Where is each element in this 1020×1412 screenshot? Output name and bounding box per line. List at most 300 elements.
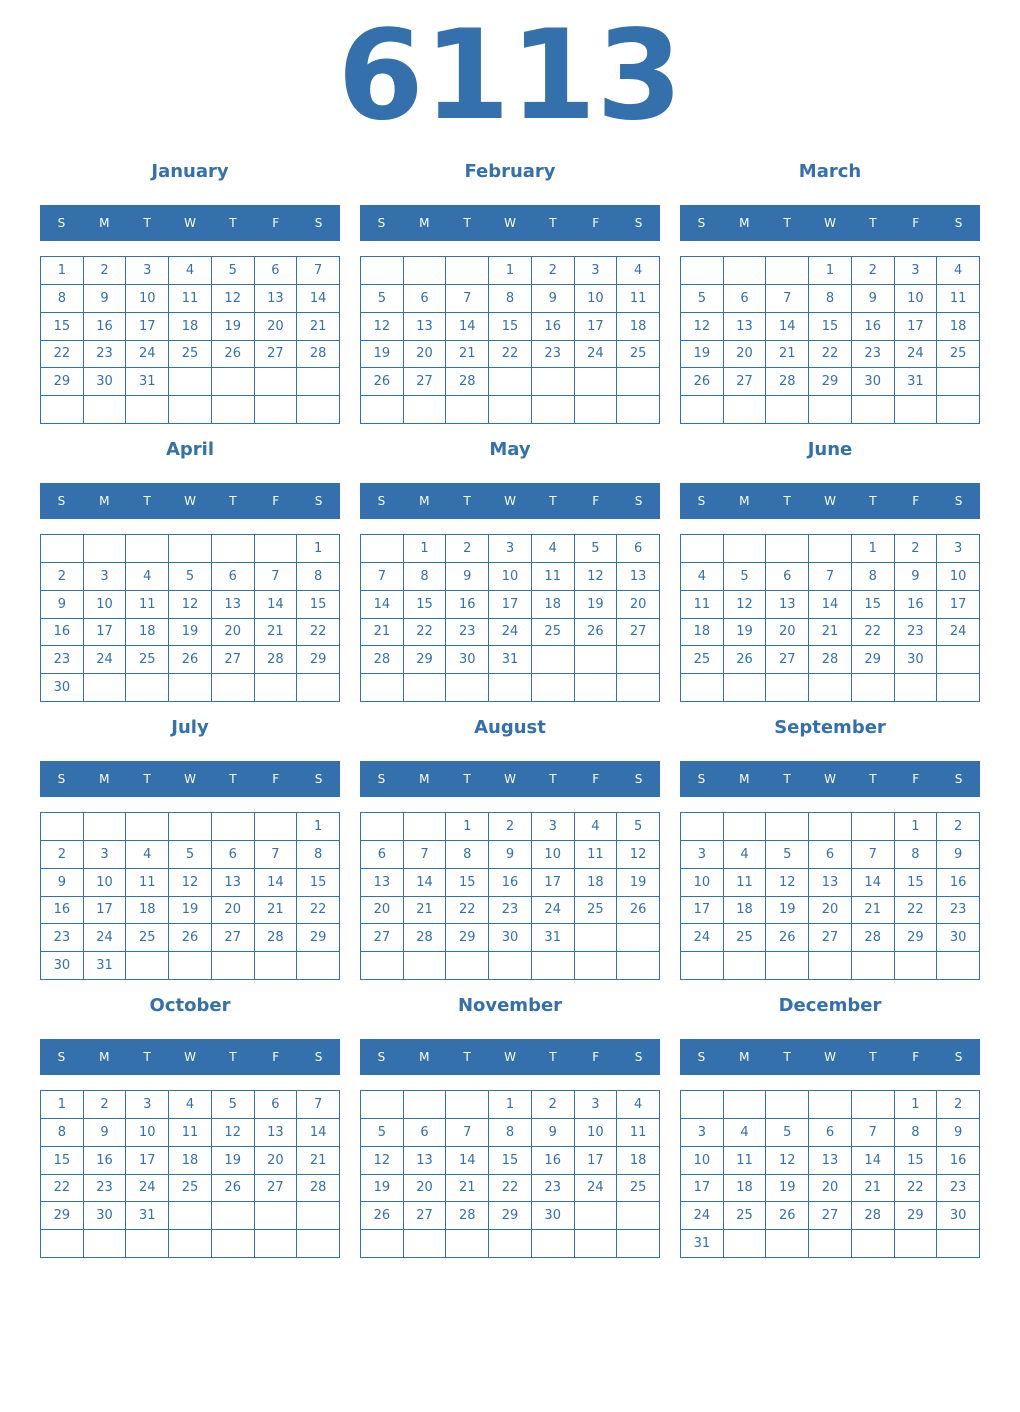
- day-cell: 15: [852, 591, 895, 619]
- day-cell: 31: [681, 1230, 724, 1258]
- day-cell: 5: [361, 285, 404, 313]
- day-cell: 6: [809, 841, 852, 869]
- day-cell: 20: [255, 1147, 298, 1175]
- day-grid: [360, 256, 660, 424]
- weekday-label: M: [99, 772, 110, 786]
- weekday-header: [680, 483, 980, 519]
- day-cell: 11: [724, 1147, 767, 1175]
- weekday-label: W: [824, 1050, 836, 1064]
- month-name: July: [171, 717, 209, 738]
- day-cell: 18: [532, 591, 575, 619]
- weekday-label: S: [57, 1050, 66, 1064]
- day-cell: 8: [41, 285, 84, 313]
- day-cell: 21: [446, 1175, 489, 1203]
- day-cell: 21: [297, 313, 340, 341]
- day-cell: 11: [724, 869, 767, 897]
- day-cell: 24: [84, 646, 127, 674]
- weekday-label: S: [314, 772, 323, 786]
- weekday-label: W: [184, 772, 196, 786]
- day-cell: 4: [724, 841, 767, 869]
- day-cell: 13: [404, 313, 447, 341]
- weekday-header: [360, 1039, 660, 1075]
- day-cell: 29: [809, 368, 852, 396]
- weekday-label: S: [57, 494, 66, 508]
- day-cell: 3: [84, 841, 127, 869]
- weekday-label: W: [184, 1050, 196, 1064]
- empty-day-cell: [532, 646, 575, 674]
- empty-day-cell: [169, 535, 212, 563]
- day-cell: 27: [212, 646, 255, 674]
- weekday-label: T: [869, 216, 877, 230]
- empty-day-cell: [724, 257, 767, 285]
- empty-day-cell: [169, 1202, 212, 1230]
- day-cell: 2: [852, 257, 895, 285]
- day-cell: 29: [446, 924, 489, 952]
- empty-day-cell: [724, 535, 767, 563]
- day-grid: [40, 534, 340, 702]
- empty-day-cell: [617, 1202, 660, 1230]
- empty-day-cell: [617, 396, 660, 424]
- empty-day-cell: [212, 674, 255, 702]
- day-grid: [680, 1090, 980, 1258]
- month-name: November: [457, 995, 563, 1016]
- day-cell: 9: [84, 1119, 127, 1147]
- day-cell: 6: [617, 535, 660, 563]
- day-cell: 5: [361, 1119, 404, 1147]
- day-cell: 30: [895, 646, 938, 674]
- weekday-label: T: [463, 494, 471, 508]
- weekday-label: S: [634, 494, 643, 508]
- empty-day-cell: [809, 535, 852, 563]
- day-cell: 10: [126, 285, 169, 313]
- empty-day-cell: [255, 368, 298, 396]
- weekday-label: S: [57, 772, 66, 786]
- empty-day-cell: [361, 1091, 404, 1119]
- weekday-label: T: [143, 772, 151, 786]
- day-cell: 23: [84, 1175, 127, 1203]
- day-cell: 12: [766, 1147, 809, 1175]
- day-grid: [360, 534, 660, 702]
- day-cell: 3: [575, 257, 618, 285]
- day-cell: 9: [446, 563, 489, 591]
- day-cell: 7: [852, 1119, 895, 1147]
- day-cell: 29: [404, 646, 447, 674]
- day-cell: 25: [575, 897, 618, 925]
- day-cell: 17: [575, 313, 618, 341]
- day-cell: 14: [809, 591, 852, 619]
- weekday-label: S: [697, 1050, 706, 1064]
- day-cell: 30: [84, 1202, 127, 1230]
- empty-day-cell: [212, 396, 255, 424]
- day-cell: 13: [809, 869, 852, 897]
- empty-day-cell: [446, 1230, 489, 1258]
- day-cell: 8: [489, 285, 532, 313]
- day-cell: 14: [255, 591, 298, 619]
- day-cell: 4: [126, 841, 169, 869]
- day-cell: 6: [766, 563, 809, 591]
- day-cell: 27: [809, 924, 852, 952]
- weekday-label: T: [229, 1050, 237, 1064]
- day-cell: 18: [126, 897, 169, 925]
- weekday-header: [680, 761, 980, 797]
- empty-day-cell: [361, 396, 404, 424]
- day-cell: 19: [766, 1175, 809, 1203]
- weekday-label: M: [419, 494, 430, 508]
- day-cell: 1: [489, 1091, 532, 1119]
- day-cell: 23: [852, 341, 895, 369]
- empty-day-cell: [937, 952, 980, 980]
- weekday-label: F: [272, 216, 280, 230]
- day-cell: 2: [895, 535, 938, 563]
- empty-day-cell: [532, 952, 575, 980]
- empty-day-cell: [489, 396, 532, 424]
- weekday-label: T: [143, 1050, 151, 1064]
- day-cell: 7: [255, 563, 298, 591]
- day-cell: 2: [41, 563, 84, 591]
- day-cell: 13: [212, 591, 255, 619]
- day-cell: 21: [809, 619, 852, 647]
- empty-day-cell: [575, 646, 618, 674]
- day-cell: 12: [617, 841, 660, 869]
- day-cell: 14: [852, 869, 895, 897]
- day-cell: 13: [255, 285, 298, 313]
- day-cell: 7: [446, 285, 489, 313]
- day-cell: 7: [361, 563, 404, 591]
- day-cell: 8: [852, 563, 895, 591]
- day-cell: 17: [489, 591, 532, 619]
- day-grid: [680, 534, 980, 702]
- day-cell: 2: [489, 813, 532, 841]
- day-cell: 23: [532, 341, 575, 369]
- day-cell: 26: [575, 619, 618, 647]
- day-cell: 25: [126, 924, 169, 952]
- day-cell: 14: [297, 1119, 340, 1147]
- weekday-label: T: [229, 494, 237, 508]
- day-cell: 12: [169, 591, 212, 619]
- empty-day-cell: [809, 813, 852, 841]
- day-cell: 4: [126, 563, 169, 591]
- weekday-label: T: [229, 772, 237, 786]
- day-cell: 24: [575, 1175, 618, 1203]
- day-cell: 23: [84, 341, 127, 369]
- day-cell: 16: [532, 313, 575, 341]
- day-cell: 27: [255, 1175, 298, 1203]
- weekday-label: S: [377, 494, 386, 508]
- day-cell: 11: [532, 563, 575, 591]
- day-cell: 22: [895, 1175, 938, 1203]
- month-name: October: [149, 995, 231, 1016]
- day-cell: 9: [532, 1119, 575, 1147]
- day-cell: 20: [361, 897, 404, 925]
- day-cell: 29: [895, 924, 938, 952]
- weekday-label: S: [377, 216, 386, 230]
- day-cell: 27: [404, 368, 447, 396]
- day-cell: 21: [852, 897, 895, 925]
- weekday-label: M: [739, 1050, 750, 1064]
- day-cell: 27: [212, 924, 255, 952]
- empty-day-cell: [446, 257, 489, 285]
- day-cell: 15: [297, 591, 340, 619]
- empty-day-cell: [297, 1202, 340, 1230]
- day-cell: 5: [724, 563, 767, 591]
- day-cell: 30: [937, 924, 980, 952]
- empty-day-cell: [852, 396, 895, 424]
- day-cell: 24: [937, 619, 980, 647]
- day-cell: 1: [852, 535, 895, 563]
- day-cell: 25: [724, 924, 767, 952]
- day-cell: 28: [852, 924, 895, 952]
- day-cell: 14: [766, 313, 809, 341]
- empty-day-cell: [766, 257, 809, 285]
- empty-day-cell: [361, 535, 404, 563]
- day-cell: 22: [404, 619, 447, 647]
- empty-day-cell: [297, 368, 340, 396]
- day-cell: 18: [617, 1147, 660, 1175]
- day-cell: 31: [489, 646, 532, 674]
- day-cell: 30: [489, 924, 532, 952]
- weekday-header: [40, 483, 340, 519]
- day-cell: 26: [361, 1202, 404, 1230]
- day-cell: 28: [297, 341, 340, 369]
- empty-day-cell: [617, 674, 660, 702]
- weekday-label: W: [504, 216, 516, 230]
- day-cell: 8: [41, 1119, 84, 1147]
- empty-day-cell: [937, 674, 980, 702]
- weekday-label: M: [419, 216, 430, 230]
- empty-day-cell: [255, 813, 298, 841]
- day-cell: 3: [126, 1091, 169, 1119]
- day-cell: 19: [212, 1147, 255, 1175]
- day-cell: 26: [169, 646, 212, 674]
- day-cell: 26: [617, 897, 660, 925]
- empty-day-cell: [84, 396, 127, 424]
- day-cell: 15: [297, 869, 340, 897]
- empty-day-cell: [617, 646, 660, 674]
- day-cell: 22: [895, 897, 938, 925]
- day-cell: 2: [937, 813, 980, 841]
- day-cell: 25: [169, 1175, 212, 1203]
- day-cell: 1: [489, 257, 532, 285]
- day-cell: 13: [617, 563, 660, 591]
- day-cell: 17: [575, 1147, 618, 1175]
- empty-day-cell: [766, 1230, 809, 1258]
- day-cell: 14: [297, 285, 340, 313]
- day-cell: 20: [212, 619, 255, 647]
- weekday-label: T: [869, 1050, 877, 1064]
- empty-day-cell: [126, 535, 169, 563]
- empty-day-cell: [446, 952, 489, 980]
- weekday-label: S: [634, 1050, 643, 1064]
- empty-day-cell: [937, 646, 980, 674]
- empty-day-cell: [212, 1202, 255, 1230]
- day-cell: 9: [532, 285, 575, 313]
- day-cell: 10: [575, 1119, 618, 1147]
- day-cell: 13: [255, 1119, 298, 1147]
- weekday-header: [40, 1039, 340, 1075]
- day-cell: 5: [212, 1091, 255, 1119]
- day-cell: 25: [532, 619, 575, 647]
- weekday-label: S: [314, 494, 323, 508]
- day-cell: 3: [575, 1091, 618, 1119]
- day-cell: 23: [41, 924, 84, 952]
- empty-day-cell: [724, 674, 767, 702]
- day-cell: 12: [212, 285, 255, 313]
- month-name: August: [474, 717, 546, 738]
- weekday-label: M: [419, 772, 430, 786]
- day-cell: 7: [766, 285, 809, 313]
- empty-day-cell: [809, 952, 852, 980]
- empty-day-cell: [809, 396, 852, 424]
- empty-day-cell: [809, 1091, 852, 1119]
- empty-day-cell: [617, 368, 660, 396]
- day-cell: 15: [404, 591, 447, 619]
- empty-day-cell: [681, 535, 724, 563]
- weekday-label: T: [229, 216, 237, 230]
- weekday-label: F: [592, 216, 600, 230]
- day-cell: 18: [575, 869, 618, 897]
- day-cell: 24: [126, 1175, 169, 1203]
- empty-day-cell: [681, 813, 724, 841]
- day-cell: 22: [41, 1175, 84, 1203]
- day-cell: 18: [617, 313, 660, 341]
- empty-day-cell: [255, 535, 298, 563]
- weekday-label: T: [463, 772, 471, 786]
- day-cell: 8: [297, 563, 340, 591]
- weekday-label: T: [143, 216, 151, 230]
- empty-day-cell: [937, 368, 980, 396]
- empty-day-cell: [126, 674, 169, 702]
- weekday-label: W: [504, 772, 516, 786]
- empty-day-cell: [766, 1091, 809, 1119]
- day-cell: 14: [361, 591, 404, 619]
- day-cell: 5: [766, 841, 809, 869]
- empty-day-cell: [404, 396, 447, 424]
- day-cell: 1: [41, 257, 84, 285]
- day-cell: 18: [937, 313, 980, 341]
- day-cell: 15: [489, 313, 532, 341]
- day-cell: 11: [617, 285, 660, 313]
- empty-day-cell: [446, 396, 489, 424]
- weekday-header: [360, 205, 660, 241]
- day-cell: 24: [84, 924, 127, 952]
- day-cell: 7: [297, 257, 340, 285]
- day-cell: 17: [681, 897, 724, 925]
- empty-day-cell: [766, 813, 809, 841]
- day-cell: 25: [681, 646, 724, 674]
- day-cell: 25: [617, 341, 660, 369]
- empty-day-cell: [937, 396, 980, 424]
- empty-day-cell: [41, 1230, 84, 1258]
- empty-day-cell: [617, 952, 660, 980]
- weekday-label: T: [463, 1050, 471, 1064]
- day-cell: 27: [809, 1202, 852, 1230]
- day-cell: 7: [404, 841, 447, 869]
- weekday-label: W: [184, 216, 196, 230]
- day-cell: 20: [766, 619, 809, 647]
- weekday-label: W: [824, 772, 836, 786]
- weekday-label: W: [824, 494, 836, 508]
- day-cell: 31: [84, 952, 127, 980]
- empty-day-cell: [575, 368, 618, 396]
- day-cell: 19: [361, 341, 404, 369]
- day-cell: 19: [681, 341, 724, 369]
- day-cell: 26: [724, 646, 767, 674]
- day-cell: 7: [809, 563, 852, 591]
- empty-day-cell: [255, 952, 298, 980]
- day-cell: 14: [446, 1147, 489, 1175]
- day-cell: 1: [446, 813, 489, 841]
- empty-day-cell: [532, 368, 575, 396]
- day-cell: 17: [532, 869, 575, 897]
- day-cell: 20: [809, 1175, 852, 1203]
- day-cell: 21: [361, 619, 404, 647]
- empty-day-cell: [575, 396, 618, 424]
- day-cell: 24: [895, 341, 938, 369]
- empty-day-cell: [681, 396, 724, 424]
- day-cell: 4: [937, 257, 980, 285]
- day-cell: 11: [169, 1119, 212, 1147]
- day-cell: 5: [169, 841, 212, 869]
- empty-day-cell: [937, 1230, 980, 1258]
- weekday-label: T: [549, 772, 557, 786]
- weekday-label: F: [272, 1050, 280, 1064]
- empty-day-cell: [84, 535, 127, 563]
- empty-day-cell: [575, 1230, 618, 1258]
- weekday-label: S: [954, 216, 963, 230]
- day-cell: 8: [297, 841, 340, 869]
- day-cell: 12: [212, 1119, 255, 1147]
- day-cell: 19: [169, 619, 212, 647]
- empty-day-cell: [766, 952, 809, 980]
- day-cell: 2: [84, 1091, 127, 1119]
- day-cell: 8: [404, 563, 447, 591]
- day-cell: 13: [724, 313, 767, 341]
- empty-day-cell: [852, 1230, 895, 1258]
- day-cell: 11: [169, 285, 212, 313]
- weekday-label: S: [634, 216, 643, 230]
- day-cell: 26: [361, 368, 404, 396]
- day-cell: 28: [404, 924, 447, 952]
- empty-day-cell: [895, 674, 938, 702]
- empty-day-cell: [404, 952, 447, 980]
- day-cell: 10: [575, 285, 618, 313]
- day-cell: 5: [617, 813, 660, 841]
- weekday-label: F: [912, 494, 920, 508]
- day-cell: 10: [895, 285, 938, 313]
- empty-day-cell: [361, 674, 404, 702]
- day-cell: 23: [41, 646, 84, 674]
- day-cell: 17: [84, 897, 127, 925]
- day-cell: 15: [41, 1147, 84, 1175]
- day-cell: 6: [212, 563, 255, 591]
- day-cell: 4: [617, 1091, 660, 1119]
- day-cell: 16: [852, 313, 895, 341]
- empty-day-cell: [169, 674, 212, 702]
- day-cell: 23: [937, 1175, 980, 1203]
- day-cell: 8: [489, 1119, 532, 1147]
- day-cell: 13: [766, 591, 809, 619]
- month-name: September: [774, 717, 886, 738]
- empty-day-cell: [617, 1230, 660, 1258]
- empty-day-cell: [41, 535, 84, 563]
- day-cell: 10: [84, 591, 127, 619]
- day-cell: 19: [169, 897, 212, 925]
- day-cell: 2: [532, 257, 575, 285]
- day-cell: 16: [532, 1147, 575, 1175]
- day-cell: 21: [766, 341, 809, 369]
- day-cell: 11: [681, 591, 724, 619]
- day-cell: 25: [724, 1202, 767, 1230]
